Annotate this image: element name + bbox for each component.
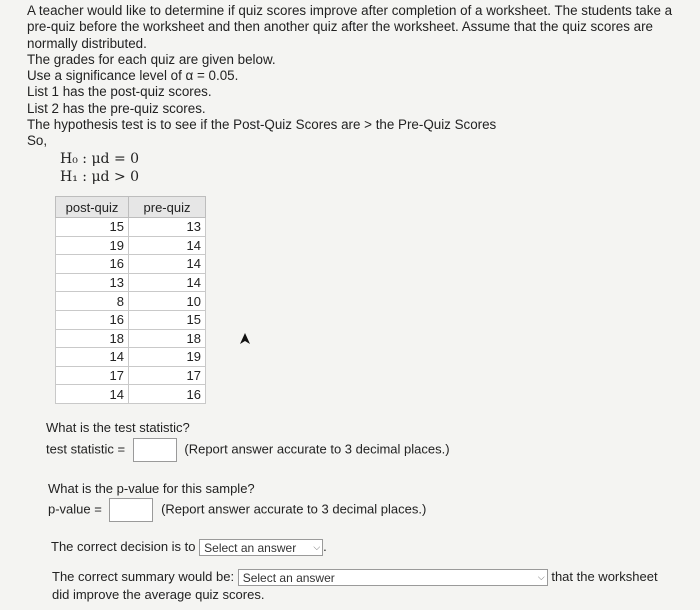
table-row — [56, 310, 206, 329]
p-value-question: What is the p-value for this sample? — [48, 481, 255, 496]
table-row — [56, 329, 206, 348]
chevron-down-icon: ⌵ — [537, 572, 545, 583]
pre-quiz-cell: 14 — [129, 236, 206, 255]
post-quiz-cell: 15 — [56, 218, 129, 237]
post-quiz-cell: 16 — [56, 310, 129, 329]
post-quiz-cell: 8 — [56, 292, 129, 311]
test-statistic-question: What is the test statistic? — [46, 420, 190, 435]
test-statistic-label: test statistic = — [46, 441, 126, 457]
intro-paragraph: A teacher would like to determine if quiz scores improve after completion of a worksheet. The students take a pre-quiz before the worksheet and then another quiz after the worksheet. Assume that the quiz scores are normally distributed. — [27, 3, 673, 51]
pre-quiz-cell: 13 — [129, 218, 206, 237]
table-row — [56, 348, 206, 367]
pre-quiz-cell: 10 — [129, 292, 206, 311]
alternative-hypothesis: H₁ : μd > 0 — [60, 169, 140, 185]
intro-so: So, — [27, 133, 48, 149]
decision-period: . — [323, 539, 327, 554]
summary-row — [52, 569, 658, 586]
p-value-label: p-value = — [48, 501, 102, 517]
intro-list1: List 1 has the post-quiz scores. — [27, 84, 212, 100]
post-quiz-cell: 16 — [56, 255, 129, 274]
pre-quiz-cell: 17 — [129, 366, 206, 385]
decision-select[interactable] — [199, 539, 323, 556]
p-value-row — [48, 498, 426, 522]
summary-select-value: Select an answer — [242, 570, 335, 585]
test-statistic-note: (Report answer accurate to 3 decimal places.) — [184, 441, 450, 457]
intro-grades: The grades for each quiz are given below. — [27, 51, 276, 67]
pre-quiz-cell: 18 — [129, 329, 206, 348]
table-row — [56, 366, 206, 385]
p-value-input[interactable] — [109, 498, 153, 522]
table-row — [56, 292, 206, 311]
pre-quiz-cell: 16 — [129, 385, 206, 404]
pre-quiz-cell: 14 — [129, 273, 206, 292]
test-statistic-row — [46, 438, 450, 462]
hypotheses — [60, 150, 139, 186]
post-quiz-cell: 14 — [56, 385, 129, 404]
table-header-row — [56, 197, 206, 218]
pre-quiz-cell: 19 — [129, 348, 206, 367]
test-statistic-input[interactable] — [133, 438, 177, 462]
header-post-quiz: post-quiz — [56, 197, 129, 218]
decision-label: The correct decision is to — [51, 539, 196, 554]
table-row — [56, 255, 206, 274]
mouse-cursor-icon — [238, 332, 252, 348]
intro-list2: List 2 has the pre-quiz scores. — [27, 100, 206, 116]
scores-table — [55, 196, 206, 404]
pre-quiz-cell: 14 — [129, 255, 206, 274]
intro-hypothesis-test: The hypothesis test is to see if the Post-Quiz Scores are > the Pre-Quiz Scores — [27, 117, 497, 133]
table-row — [56, 236, 206, 255]
problem-statement — [27, 3, 687, 150]
table-row — [56, 218, 206, 237]
summary-label: The correct summary would be: — [52, 569, 235, 584]
intro-significance: Use a significance level of α = 0.05. — [27, 68, 239, 84]
post-quiz-cell: 19 — [56, 236, 129, 255]
null-hypothesis: H₀ : μd = 0 — [60, 151, 140, 167]
table-row — [56, 385, 206, 404]
header-pre-quiz: pre-quiz — [129, 197, 206, 218]
post-quiz-cell: 17 — [56, 366, 129, 385]
table-row — [56, 273, 206, 292]
summary-continuation: did improve the average quiz scores. — [52, 587, 265, 602]
post-quiz-cell: 14 — [56, 348, 129, 367]
chevron-down-icon: ⌵ — [313, 542, 321, 553]
post-quiz-cell: 18 — [56, 329, 129, 348]
post-quiz-cell: 13 — [56, 273, 129, 292]
pre-quiz-cell: 15 — [129, 310, 206, 329]
summary-select[interactable] — [238, 569, 548, 586]
decision-select-value: Select an answer — [204, 540, 297, 555]
decision-row — [51, 539, 327, 556]
p-value-note: (Report answer accurate to 3 decimal places.) — [161, 501, 427, 517]
summary-suffix: that the worksheet — [551, 569, 658, 584]
